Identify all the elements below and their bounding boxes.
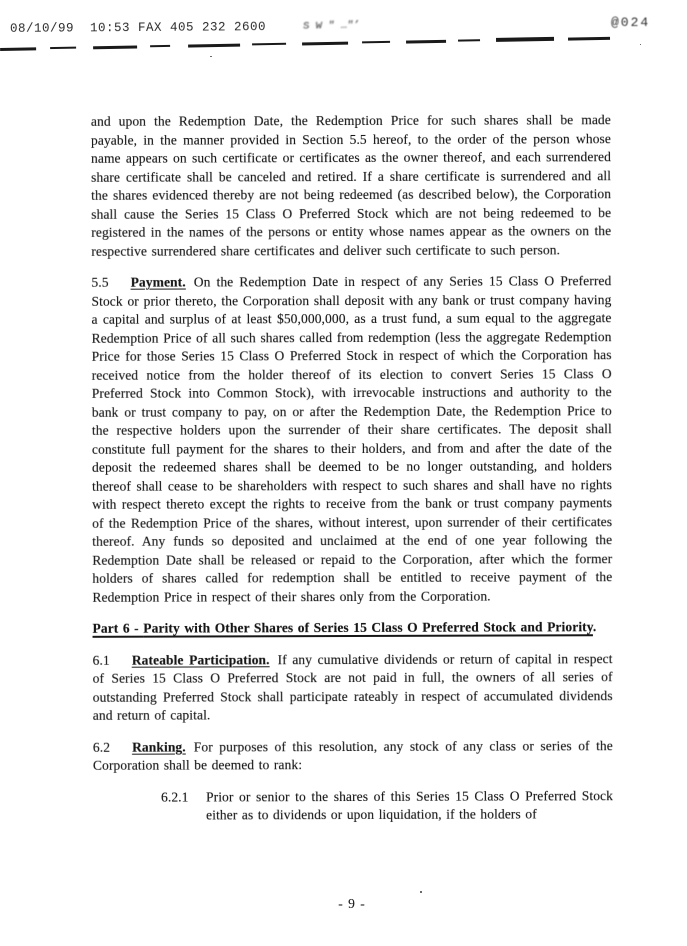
fax-timestamp-line: 08/10/99 10:53 FAX 405 232 2600 — [9, 20, 267, 36]
scan-artifact-dash — [188, 43, 240, 47]
page-number: - 9 - — [338, 896, 366, 911]
scan-speck — [640, 44, 641, 45]
scan-speck — [210, 56, 212, 57]
section-body-text: On the Redemption Date in respect of any Series 15 Class O Preferred Stock or prior thereto, the Corporation shall deposit with any bank or trust company having a capital and surplus of at least $50,000,000, as a trust fund, a sum equal to the aggregate Redemption Price of all such shares called from redemption (less the aggregate Redemption Price for those Series 15 Class O Preferred Stock in respect of which the Corporation has received notice from the holder thereof of its election to convert Series 15 Class O Preferred Stock into Common Stock), with irrevocable instructions and authority to the bank or trust company to pay, on or after the Redemption Date, the Redemption Price to the respective holders upon the surrender of their share certificates. The deposit shall constitute full payment for the shares to their holders, and from and after the date of the deposit the redeemed shares shall be deemed to be no longer outstanding, and holders thereof shall cease to be shareholders with respect to such shares and shall have no rights with respect thereto except the rights to receive from the bank or trust company payments of the Redemption Price of the shares, without interest, upon surrender of their certificates thereof. Any funds so deposited and unclaimed at the end of one year following the Redemption Date shall be released or repaid to the Corporation, after which the former holders of shares called for redemption shall be entitled to receive payment of the Redemption Price in respect of their shares only from the Corporation. — [91, 273, 613, 605]
section-title: Rateable Participation. — [131, 651, 270, 668]
part-6-heading — [92, 618, 612, 638]
section-6-1-rateable-participation — [93, 650, 613, 726]
part-6-heading-title: Parity with Other Shares of Series 15 Class O Preferred Stock and Priority — [143, 619, 593, 636]
section-number: 6.1 — [92, 652, 110, 668]
scan-artifact-dash — [406, 40, 446, 44]
section-6-2-ranking — [93, 737, 613, 776]
scan-speck — [420, 891, 422, 893]
scan-artifact-dash — [568, 37, 610, 41]
part-6-heading-prefix: Part 6 - — [92, 620, 144, 636]
scan-artifact-dash — [93, 45, 137, 49]
scan-artifact-dash — [302, 41, 348, 45]
scan-artifact-dash — [150, 45, 170, 47]
document-body — [91, 111, 613, 825]
subsection-body-text: Prior or senior to the shares of this Series 15 Class O Preferred Stock either as to dividends or upon liquidation, if the holders of — [206, 787, 614, 823]
subsection-number: 6.2.1 — [161, 789, 189, 805]
section-body-text: For purposes of this resolution, any stock of any class or series of the Corporation shall be deemed to rank: — [92, 737, 613, 773]
paragraph-redemption-continuation: and upon the Redemption Date, the Redemption Price for such shares shall be made payable, in the manner provided in Section 5.5 hereof, to the order of the person whose name appears on such certificate or certificates as the owner thereof, and each surrendered share certificate shall be canceled and retired. If a share certificate is surrendered and all the shares evidenced thereby are not being redeemed (as described below), the Corporation shall cause the Series 15 Class O Preferred Stock which are not being redeemed to be registered in the names of the persons or entity whose names appear as the owners on the respective surrendered share certificates and deliver such certificate to such person. — [90, 112, 612, 259]
section-6-2-1-item — [161, 787, 613, 825]
section-title: Ranking. — [132, 739, 186, 755]
section-number: 6.2 — [92, 739, 111, 755]
scan-artifact-dash — [50, 47, 76, 49]
fax-page-counter-stamp: @024 — [611, 15, 651, 30]
scan-artifact-dash — [252, 43, 286, 46]
scan-artifact-dash — [496, 37, 554, 42]
scan-artifact-dash — [458, 40, 480, 42]
section-number: 5.5 — [91, 274, 109, 290]
section-title: Payment. — [130, 274, 186, 290]
fax-station-stamp: S W ″ …″’ — [302, 19, 361, 33]
section-body-text: If any cumulative dividends or return of capital in respect of Series 15 Class O Preferred Stock are not paid in full, the owners of all series of outstanding Preferred Stock shall participate rateably in respect of accumulated dividends and return of capital. — [92, 650, 613, 723]
scan-artifact-dash — [362, 41, 390, 44]
part-6-heading-period: . — [592, 619, 597, 635]
scan-artifact-dash — [0, 47, 36, 51]
section-5-5-payment — [91, 272, 612, 607]
